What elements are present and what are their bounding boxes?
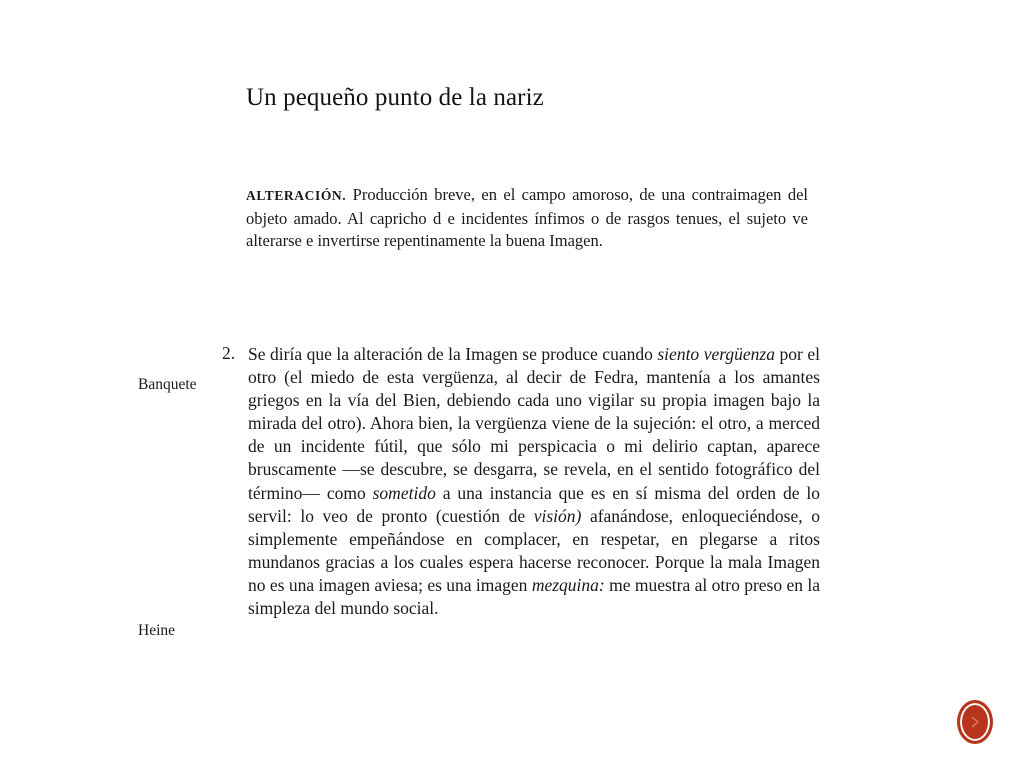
- margin-note-heine: Heine: [138, 622, 176, 639]
- item-emphasis-1: siento vergüenza: [657, 344, 775, 364]
- slide-title: Un pequeño punto de la nariz: [246, 84, 544, 111]
- definition-paragraph: [246, 184, 808, 253]
- item-text-2: por el otro (el miedo de esta vergüenza, al decir de Fedra, mantenía a los amantes griegos en la vía del Bien, debiendo cada uno vigilar su propia imagen bajo la mirada del otro). Ahora bien, la vergüenza viene de la sujeción: el otro, a merced de un incidente fútil, que sólo mi perspicacia o mi delirio captan, aparece bruscamente —se descubre, se desgarra, se revela, en el sentido fotográfico del término— como: [248, 344, 820, 503]
- item-emphasis-4: mezquina:: [531, 574, 605, 595]
- item-number: 2.: [222, 343, 236, 363]
- definition-term: ALTERACIÓN.: [246, 188, 347, 203]
- item-emphasis-2: sometido: [372, 482, 436, 503]
- item-text-1: Se diría que la alteración de la Imagen se produce cuando: [248, 344, 658, 364]
- item-text-5: me muestra al otro preso en la simpleza del mundo social.: [248, 574, 820, 619]
- item-text-4: afanándose, enloqueciéndose, o simplemente empeñándose en complacer, en respetar, en plegarse a ritos mundanos gracias a los cuales espera hacerse reconocer. Porque la mala Imagen no es una imagen aviesa; es una imagen: [248, 505, 820, 595]
- margin-note-banquete: Banquete: [138, 376, 197, 393]
- chevron-right-icon: [970, 715, 980, 729]
- item-emphasis-3: visión): [533, 505, 582, 526]
- definition-text: Producción breve, en el campo amoroso, de una contraimagen del objeto amado. Al capricho d e incidentes ínfimos o de rasgos tenues, el sujeto ve alterarse e invertirse repentinamente la buena Imagen.: [246, 185, 808, 250]
- item-paragraph: [248, 343, 820, 620]
- item-text-3: a una instancia que es en sí misma del orden de lo servil: lo veo de pronto (cuestión de: [248, 482, 820, 526]
- next-slide-button[interactable]: [957, 700, 993, 744]
